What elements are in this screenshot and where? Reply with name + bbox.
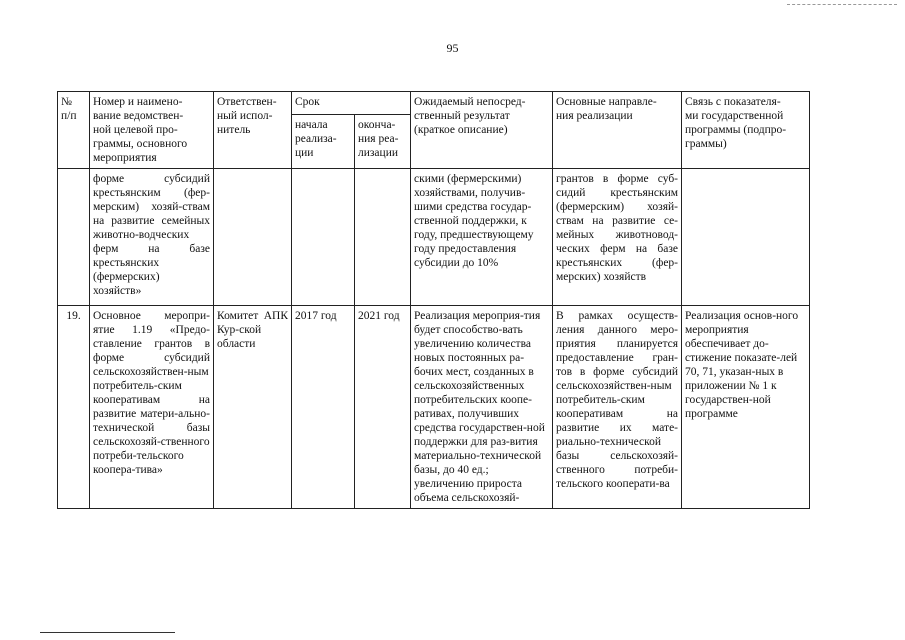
cell-result: Реализация мероприя-тия будет способство-вать увеличению количества новых постоянных ра-бочих мест, созданных в сельскохозяйственных потребительских коопе-ративах, получивших средства государствен-ной поддержки для раз-вития материально-технической базы, до 40 ед.; увеличению прироста объема сельскохозяй- xyxy=(411,306,553,509)
cell-num: 19. xyxy=(58,306,90,509)
cell-end xyxy=(355,169,411,306)
cell-link xyxy=(682,169,810,306)
header-directions: Основные направле- ния реализации xyxy=(553,92,682,169)
table-row xyxy=(58,169,810,306)
cell-start xyxy=(292,169,355,306)
cell-name: форме субсидий крестьянским (фер-мерским) хозяй-ствам на развитие семейных животно-водческих ферм на базе крестьянских (фермерских) хозяйств» xyxy=(90,169,214,306)
header-num: № п/п xyxy=(58,92,90,169)
header-responsible: Ответствен- ный испол- нитель xyxy=(214,92,292,169)
cell-num xyxy=(58,169,90,306)
header-term: Срок xyxy=(292,92,411,115)
cell-responsible: Комитет АПК Кур-ской области xyxy=(214,306,292,509)
header-link: Связь с показателя- ми государственной программы (подпро- граммы) xyxy=(682,92,810,169)
top-edge-rule xyxy=(787,4,897,5)
header-term-start: начала реализа- ции xyxy=(292,115,355,169)
cell-name: Основное меропри-ятие 1.19 «Предо-ставление грантов в форме субсидий сельскохозяйствен-ным потребитель-ским кооперативам на развитие матери-ально-технической базы сельскохозяй-ственного потреби-тельского коопера-тива» xyxy=(90,306,214,509)
header-row xyxy=(58,92,810,115)
header-result: Ожидаемый непосред- ственный результат (краткое описание) xyxy=(411,92,553,169)
cell-result: скими (фермерскими) хозяйствами, получив-шими средства государ-ственной поддержки, к году, предшествующему году предоставления субсидии до 10% xyxy=(411,169,553,306)
header-name: Номер и наимено- вание ведомствен- ной целевой про- граммы, основного мероприятия xyxy=(90,92,214,169)
cell-end: 2021 год xyxy=(355,306,411,509)
cell-link: Реализация основ-ного мероприятия обеспечивает до-стижение показате-лей 70, 71, указан-ных в приложении № 1 к государствен-ной программе xyxy=(682,306,810,509)
footnote-rule xyxy=(40,632,175,633)
cell-directions: В рамках осуществ-ления данного меро-приятия планируется предоставление гран-тов в форме субсидий сельскохозяйствен-ным потребитель-ским кооперативам на развитие их мате-риально-технической базы сельскохозяй-ственного потреби-тельского кооперати-ва xyxy=(553,306,682,509)
page-number: 95 xyxy=(446,41,459,55)
cell-start: 2017 год xyxy=(292,306,355,509)
activities-table xyxy=(57,91,810,509)
cell-directions: грантов в форме суб-сидий крестьянским (фермерским) хозяй-ствам на развитие се-мейных животновод-ческих ферм на базе крестьянских (фер-мерских) хозяйств xyxy=(553,169,682,306)
cell-responsible xyxy=(214,169,292,306)
table-row xyxy=(58,306,810,509)
header-term-end: оконча- ния реа- лизации xyxy=(355,115,411,169)
